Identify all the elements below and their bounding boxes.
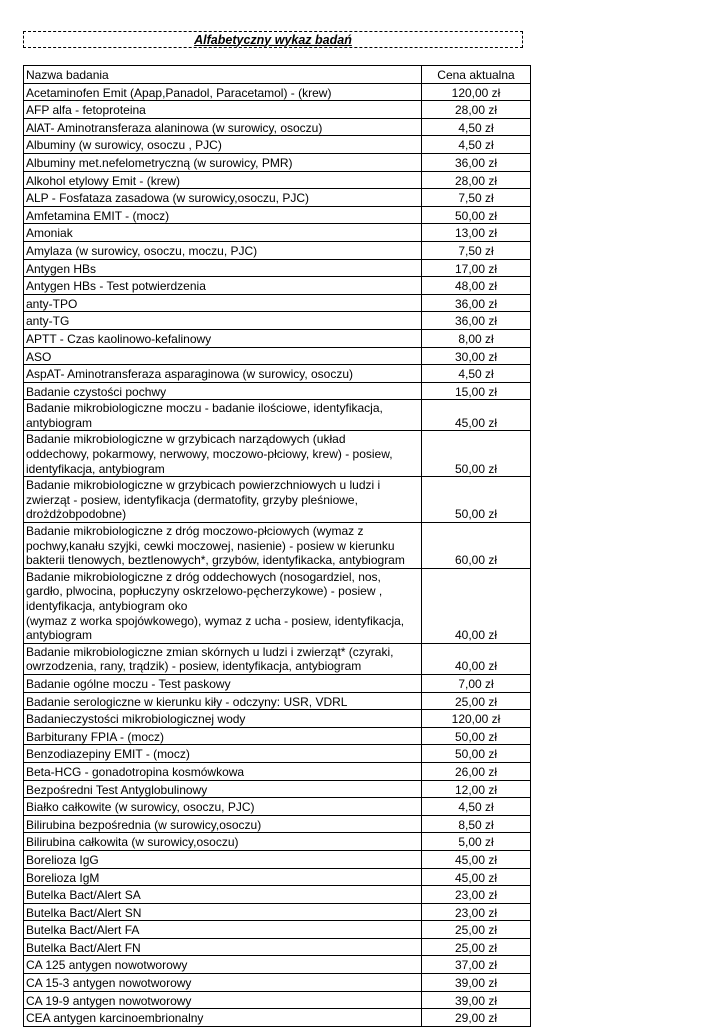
test-name: Butelka Bact/Alert SN xyxy=(24,903,422,921)
test-price: 4,50 zł xyxy=(422,136,531,154)
test-price: 26,00 zł xyxy=(422,762,531,780)
test-name: AlAT- Aminotransferaza alaninowa (w surowicy, osoczu) xyxy=(24,118,422,136)
table-row xyxy=(24,329,531,347)
test-price: 120,00 zł xyxy=(422,710,531,728)
price-table-body xyxy=(24,66,531,1027)
table-row xyxy=(24,206,531,224)
test-name: AFP alfa - fetoproteina xyxy=(24,101,422,119)
test-name: Albuminy met.nefelometryczną (w surowicy, PMR) xyxy=(24,153,422,171)
test-price: 5,00 zł xyxy=(422,833,531,851)
test-name: Barbiturany FPIA - (mocz) xyxy=(24,727,422,745)
table-row xyxy=(24,171,531,189)
table-row xyxy=(24,710,531,728)
test-price: 50,00 zł xyxy=(422,206,531,224)
test-price: 50,00 zł xyxy=(422,727,531,745)
price-table xyxy=(23,65,531,1027)
table-row xyxy=(24,762,531,780)
test-name: Badanie mikrobiologiczne z dróg moczowo-płciowych (wymaz z pochwy,kanału szyjki, cewki moczowej, nasienie) - posiew w kierunku bakterii tlenowych, beztlenowych*, grzybów, identyfikacka, antybiogram xyxy=(24,523,422,569)
table-row xyxy=(24,868,531,886)
document-title-box xyxy=(23,31,523,48)
test-price: 8,00 zł xyxy=(422,329,531,347)
test-price: 7,50 zł xyxy=(422,189,531,207)
test-price: 39,00 zł xyxy=(422,991,531,1009)
header-price: Cena aktualna xyxy=(422,66,531,84)
test-price: 28,00 zł xyxy=(422,101,531,119)
test-price: 36,00 zł xyxy=(422,312,531,330)
table-row xyxy=(24,224,531,242)
table-row xyxy=(24,400,531,431)
table-row xyxy=(24,903,531,921)
test-price: 23,00 zł xyxy=(422,886,531,904)
test-price: 120,00 zł xyxy=(422,83,531,101)
table-row xyxy=(24,347,531,365)
document-title: Alfabetyczny wykaz badań xyxy=(194,32,352,47)
test-name: AspAT- Aminotransferaza asparaginowa (w surowicy, osoczu) xyxy=(24,365,422,383)
test-price: 36,00 zł xyxy=(422,294,531,312)
table-row xyxy=(24,365,531,383)
table-row xyxy=(24,568,531,643)
test-price: 40,00 zł xyxy=(422,643,531,674)
test-name: Badanie mikrobiologiczne zmian skórnych u ludzi i zwierząt* (czyraki, owrzodzenia, rany, trądzik) - posiew, identyfikacja, antybiogram xyxy=(24,643,422,674)
test-price: 17,00 zł xyxy=(422,259,531,277)
table-row xyxy=(24,798,531,816)
test-price: 7,50 zł xyxy=(422,241,531,259)
table-row xyxy=(24,991,531,1009)
test-name: CEA antygen karcinoembrionalny xyxy=(24,1009,422,1027)
test-name: CA 15-3 antygen nowotworowy xyxy=(24,974,422,992)
test-price: 29,00 zł xyxy=(422,1009,531,1027)
test-name: Antygen HBs xyxy=(24,259,422,277)
test-name: Butelka Bact/Alert FN xyxy=(24,938,422,956)
table-row xyxy=(24,277,531,295)
table-row xyxy=(24,382,531,400)
table-row xyxy=(24,189,531,207)
table-row xyxy=(24,83,531,101)
test-name: Borelioza IgG xyxy=(24,850,422,868)
test-price: 50,00 zł xyxy=(422,745,531,763)
test-name: Badanie serologiczne w kierunku kiły - odczyny: USR, VDRL xyxy=(24,692,422,710)
test-name: Badanie mikrobiologiczne moczu - badanie ilościowe, identyfikacja, antybiogram xyxy=(24,400,422,431)
test-name: Bezpośredni Test Antyglobulinowy xyxy=(24,780,422,798)
test-name: anty-TG xyxy=(24,312,422,330)
table-row xyxy=(24,674,531,692)
test-name: anty-TPO xyxy=(24,294,422,312)
test-name: Butelka Bact/Alert SA xyxy=(24,886,422,904)
test-price: 40,00 zł xyxy=(422,568,531,643)
table-row xyxy=(24,850,531,868)
table-row xyxy=(24,312,531,330)
test-price: 23,00 zł xyxy=(422,903,531,921)
test-name: Amoniak xyxy=(24,224,422,242)
table-row xyxy=(24,101,531,119)
table-row xyxy=(24,956,531,974)
test-price: 25,00 zł xyxy=(422,938,531,956)
test-name: Benzodiazepiny EMIT - (mocz) xyxy=(24,745,422,763)
test-name: Borelioza IgM xyxy=(24,868,422,886)
table-row xyxy=(24,692,531,710)
test-name: ASO xyxy=(24,347,422,365)
test-name: Badanie czystości pochwy xyxy=(24,382,422,400)
test-name: Butelka Bact/Alert FA xyxy=(24,921,422,939)
test-name: Badanie mikrobiologiczne z dróg oddechowych (nosogardziel, nos, gardło, plwocina, popłuczyny oskrzelowo-pęcherzykowe) - posiew , identyfikacja, antybiogram oko (wymaz z worka spojówkowego), wymaz z ucha - posiew, identyfikacja, antybiogram xyxy=(24,568,422,643)
table-row xyxy=(24,921,531,939)
test-name: Badanie ogólne moczu - Test paskowy xyxy=(24,674,422,692)
test-price: 28,00 zł xyxy=(422,171,531,189)
test-name: Acetaminofen Emit (Apap,Panadol, Paracetamol) - (krew) xyxy=(24,83,422,101)
test-price: 48,00 zł xyxy=(422,277,531,295)
test-name: Badanie mikrobiologiczne w grzybicach powierzchniowych u ludzi i zwierząt - posiew, identyfikacja (dermatofity, grzyby pleśniowe, drożdżobpodobne) xyxy=(24,477,422,523)
test-price: 15,00 zł xyxy=(422,382,531,400)
test-price: 30,00 zł xyxy=(422,347,531,365)
test-name: CA 19-9 antygen nowotworowy xyxy=(24,991,422,1009)
test-price: 12,00 zł xyxy=(422,780,531,798)
table-row xyxy=(24,745,531,763)
test-price: 7,00 zł xyxy=(422,674,531,692)
table-row xyxy=(24,815,531,833)
test-name: Bilirubina bezpośrednia (w surowicy,osoczu) xyxy=(24,815,422,833)
test-name: APTT - Czas kaolinowo-kefalinowy xyxy=(24,329,422,347)
table-row xyxy=(24,643,531,674)
table-row xyxy=(24,727,531,745)
test-price: 8,50 zł xyxy=(422,815,531,833)
table-row xyxy=(24,259,531,277)
test-name: Amfetamina EMIT - (mocz) xyxy=(24,206,422,224)
test-price: 4,50 zł xyxy=(422,118,531,136)
table-row xyxy=(24,241,531,259)
table-row xyxy=(24,886,531,904)
test-name: Antygen HBs - Test potwierdzenia xyxy=(24,277,422,295)
test-name: ALP - Fosfataza zasadowa (w surowicy,osoczu, PJC) xyxy=(24,189,422,207)
table-row xyxy=(24,833,531,851)
test-price: 37,00 zł xyxy=(422,956,531,974)
table-row xyxy=(24,153,531,171)
table-row xyxy=(24,523,531,569)
table-row xyxy=(24,938,531,956)
test-price: 45,00 zł xyxy=(422,400,531,431)
test-price: 13,00 zł xyxy=(422,224,531,242)
test-price: 50,00 zł xyxy=(422,477,531,523)
test-price: 39,00 zł xyxy=(422,974,531,992)
table-row xyxy=(24,974,531,992)
test-price: 45,00 zł xyxy=(422,850,531,868)
test-price: 45,00 zł xyxy=(422,868,531,886)
test-name: Białko całkowite (w surowicy, osoczu, PJC) xyxy=(24,798,422,816)
table-row xyxy=(24,477,531,523)
test-name: CA 125 antygen nowotworowy xyxy=(24,956,422,974)
table-row xyxy=(24,780,531,798)
test-name: Bilirubina całkowita (w surowicy,osoczu) xyxy=(24,833,422,851)
test-name: Alkohol etylowy Emit - (krew) xyxy=(24,171,422,189)
test-price: 4,50 zł xyxy=(422,365,531,383)
test-name: Beta-HCG - gonadotropina kosmówkowa xyxy=(24,762,422,780)
test-price: 25,00 zł xyxy=(422,692,531,710)
table-row xyxy=(24,431,531,477)
table-row xyxy=(24,136,531,154)
test-name: Badanie mikrobiologiczne w grzybicach narządowych (układ oddechowy, pokarmowy, nerwowy, moczowo-płciowy, krew) - posiew, identyfikacja, antybiogram xyxy=(24,431,422,477)
test-name: Amylaza (w surowicy, osoczu, moczu, PJC) xyxy=(24,241,422,259)
table-header-row xyxy=(24,66,531,84)
test-price: 36,00 zł xyxy=(422,153,531,171)
test-price: 60,00 zł xyxy=(422,523,531,569)
test-name: Badanieczystości mikrobiologicznej wody xyxy=(24,710,422,728)
header-name: Nazwa badania xyxy=(24,66,422,84)
test-name: Albuminy (w surowicy, osoczu , PJC) xyxy=(24,136,422,154)
test-price: 4,50 zł xyxy=(422,798,531,816)
test-price: 25,00 zł xyxy=(422,921,531,939)
table-row xyxy=(24,118,531,136)
test-price: 50,00 zł xyxy=(422,431,531,477)
table-row xyxy=(24,294,531,312)
